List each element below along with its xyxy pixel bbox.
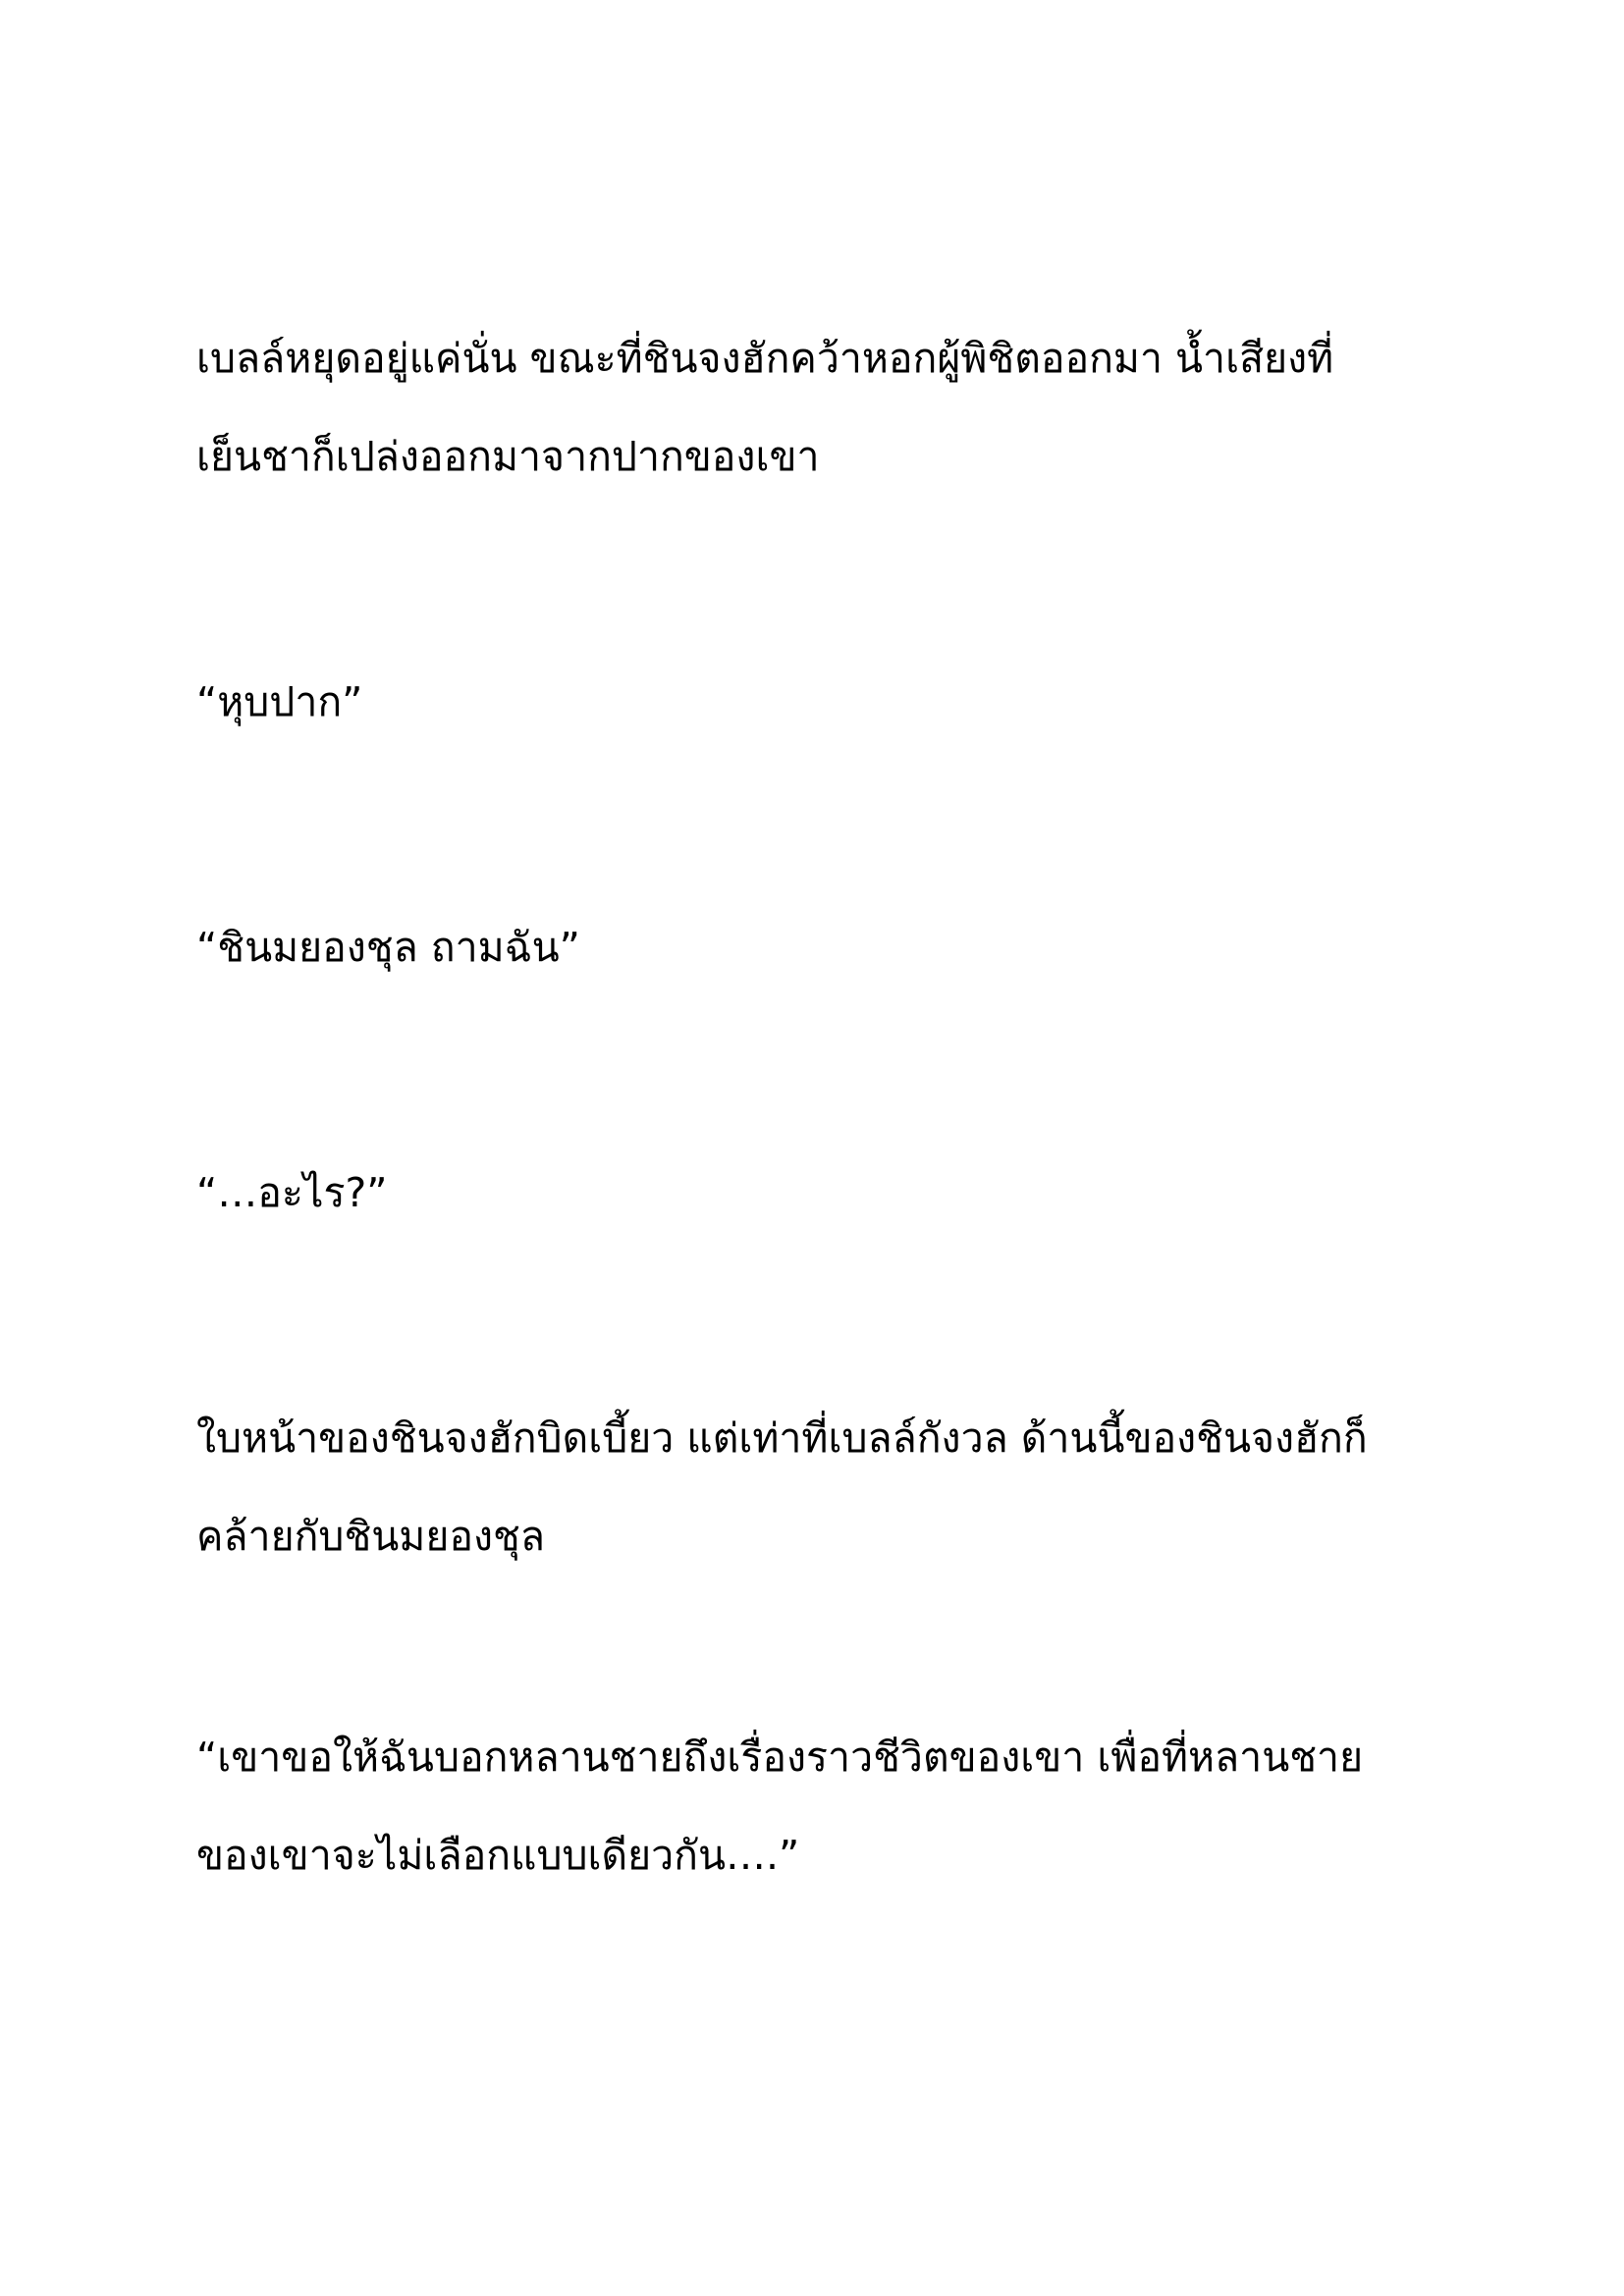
- text-line: “เขาขอให้ฉันบอกหลานชายถึงเรื่องราวชีวิตของเขา เพื่อที่หลานชาย: [196, 1734, 1364, 1781]
- text-line: เย็นชาก็เปล่งออกมาจากปากของเขา: [196, 433, 820, 480]
- text-line: “ชินมยองชุล ถามฉัน”: [196, 924, 580, 971]
- paragraph: [196, 1389, 1424, 1585]
- text-line: คล้ายกับชินมยองชุล: [196, 1513, 545, 1560]
- dialogue-line: [196, 1144, 1424, 1242]
- paragraph: [196, 309, 1424, 506]
- text-line: ใบหน้าของชินจงฮักบิดเบี้ยว แต่เท่าที่เบลล์กังวล ด้านนี้ของชินจงฮักก็: [196, 1415, 1368, 1462]
- dialogue-line: [196, 898, 1424, 996]
- text-line: เบลล์หยุดอยู่แค่นั่น ขณะที่ชินจงฮักคว้าหอกผู้พิชิตออกมา น้ำเสียงที่: [196, 335, 1334, 382]
- dialogue-line: [196, 653, 1424, 751]
- text-line: “หุบปาก”: [196, 678, 363, 725]
- text-line: ของเขาจะไม่เลือกแบบเดียวกัน….”: [196, 1832, 800, 1879]
- text-line: “…อะไร?”: [196, 1169, 388, 1216]
- dialogue-line: [196, 1708, 1424, 1904]
